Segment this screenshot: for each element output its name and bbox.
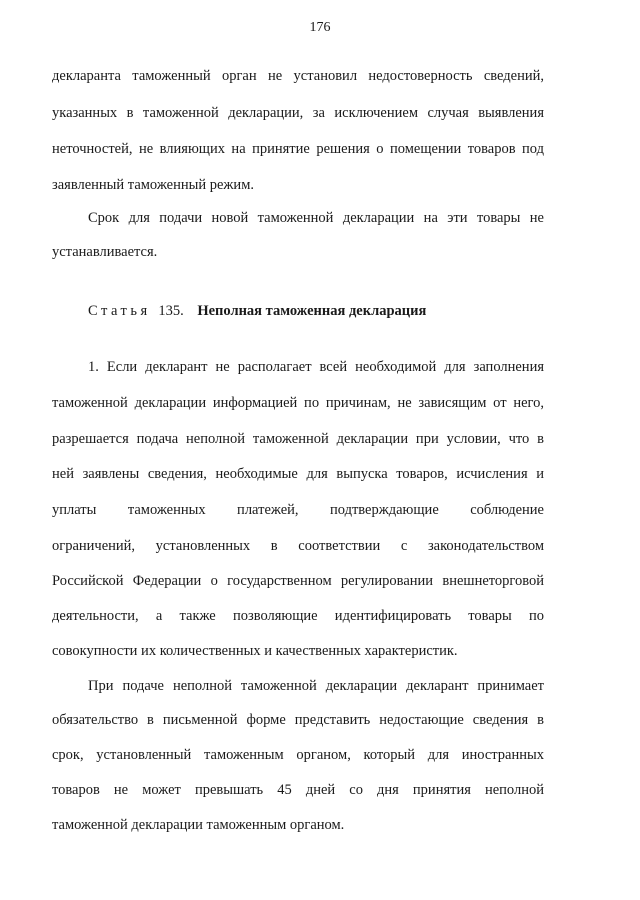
text-line: заявленный таможенный режим. — [52, 177, 254, 193]
text-line: 1. Если декларант не располагает всей необходимой для заполнения — [88, 359, 544, 375]
text-line: ней заявлены сведения, необходимые для выпуска товаров, исчисления и — [52, 466, 544, 482]
text-line: обязательство в письменной форме представить недостающие сведения в — [52, 712, 544, 728]
text-line: Российской Федерации о государственном регулировании внешнеторговой — [52, 573, 544, 589]
page-number: 176 — [309, 20, 331, 35]
text-line: Срок для подачи новой таможенной декларации на эти товары не — [88, 210, 544, 226]
text-line: неточностей, не влияющих на принятие решения о помещении товаров под — [52, 141, 544, 157]
text-line: деятельности, а также позволяющие идентифицировать товары по — [52, 608, 544, 624]
text-line: устанавливается. — [52, 244, 158, 260]
article-number: 135. — [158, 303, 184, 319]
text-line: уплаты таможенных платежей, подтверждающие соблюдение — [52, 502, 544, 518]
text-line: указанных в таможенной декларации, за исключением случая выявления — [52, 105, 544, 121]
text-line: таможенной декларации таможенным органом. — [52, 817, 345, 833]
text-line: При подаче неполной таможенной декларации декларант принимает — [88, 678, 544, 694]
article-label: Статья — [88, 303, 151, 319]
text-line: разрешается подача неполной таможенной декларации при условии, что в — [52, 431, 544, 447]
text-line: совокупности их количественных и качественных характеристик. — [52, 643, 458, 659]
text-line: декларанта таможенный орган не установил недостоверность сведений, — [52, 68, 544, 84]
text-line: таможенной декларации информацией по причинам, не зависящим от него, — [52, 395, 544, 411]
article-title: Неполная таможенная декларация — [197, 303, 427, 319]
article-heading — [88, 302, 426, 320]
text-line: ограничений, установленных в соответствии с законодательством — [52, 538, 544, 554]
text-line: срок, установленный таможенным органом, который для иностранных — [52, 747, 544, 763]
text-line: товаров не может превышать 45 дней со дня принятия неполной — [52, 782, 544, 798]
